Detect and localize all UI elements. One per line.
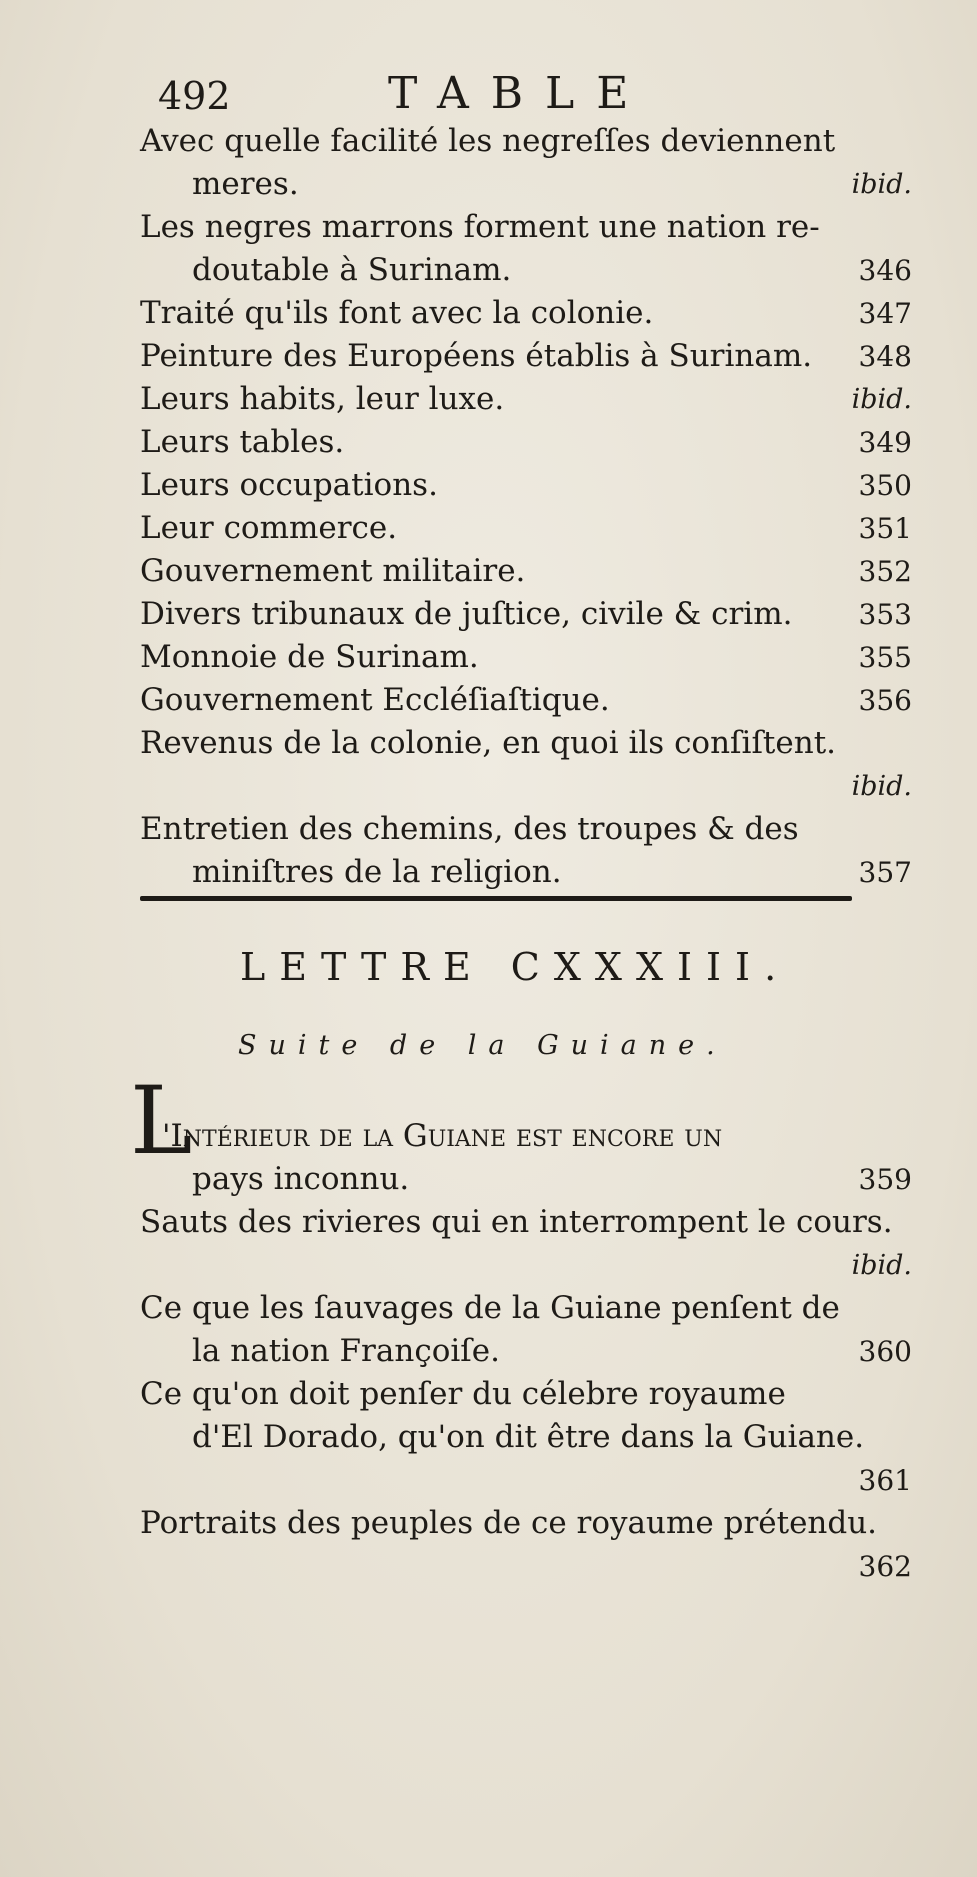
toc-entry-text: Entretien des chemins, des troupes & des	[140, 811, 799, 847]
toc-entry-line	[140, 507, 912, 550]
toc-entry	[140, 206, 912, 292]
toc-entry-page: 361	[858, 1464, 912, 1497]
toc-entry-line	[140, 1158, 912, 1201]
toc-entry	[140, 679, 912, 722]
toc-entry-text: Gouvernement militaire.	[140, 553, 526, 589]
toc-entry-line	[140, 1502, 912, 1545]
toc-entry-text: Leurs occupations.	[140, 467, 438, 503]
toc-entry-text: meres.	[192, 166, 299, 202]
toc-entry	[140, 335, 912, 378]
toc-entry-text: miniſtres de la religion.	[192, 854, 562, 890]
toc-entry-text: Gouvernement Eccléſiaſtique.	[140, 682, 610, 718]
toc-entry-text: Revenus de la colonie, en quoi ils conſiſtent.	[140, 725, 837, 761]
toc-entry-line	[140, 421, 912, 464]
toc-entry-line	[140, 1545, 912, 1588]
toc-entry-line	[140, 1244, 912, 1287]
toc-entry-page: ibid.	[851, 384, 912, 415]
toc-entry-page: ibid.	[851, 1250, 912, 1281]
toc-entry-line	[140, 851, 912, 894]
toc-entry	[140, 636, 912, 679]
toc-entry-page: 360	[858, 1335, 912, 1368]
toc-entry-page: 359	[858, 1163, 912, 1196]
toc-entry-text: d'El Dorado, qu'on dit être dans la Guiane.	[192, 1419, 865, 1455]
toc-entry-text: Traité qu'ils font avec la colonie.	[140, 295, 654, 331]
toc-entry-page: 346	[858, 254, 912, 287]
letter-heading: LETTRE CXXXIII.	[240, 945, 791, 989]
toc-entry-page: 356	[858, 684, 912, 717]
toc-entry-page: 351	[858, 512, 912, 545]
toc-entry	[140, 550, 912, 593]
toc-entry-line	[140, 120, 912, 163]
section-divider-rule	[140, 896, 852, 901]
toc-entry-page: 349	[858, 426, 912, 459]
toc-entry-text: Leur commerce.	[140, 510, 398, 546]
toc-entry-line	[140, 679, 912, 722]
toc-entry-text: Leurs habits, leur luxe.	[140, 381, 505, 417]
toc-entry-line	[140, 464, 912, 507]
toc-entry-page: 362	[858, 1550, 912, 1583]
toc-entry	[140, 1287, 912, 1373]
toc-entry-line	[140, 808, 912, 851]
toc-entry-page: 355	[858, 641, 912, 674]
toc-entry	[140, 808, 912, 894]
toc-entry-text: 'Intérieur de la Guiane eſt encore un	[162, 1118, 723, 1154]
toc-entry-line	[140, 163, 912, 206]
toc-entry	[140, 507, 912, 550]
toc-entry	[140, 464, 912, 507]
running-title: TABLE	[388, 68, 651, 119]
toc-entry-text: Ce qu'on doit penſer du célebre royaume	[140, 1376, 786, 1412]
toc-entry-text: Monnoie de Surinam.	[140, 639, 479, 675]
toc-entry-text: pays inconnu.	[192, 1161, 410, 1197]
toc-entry-text: Peinture des Européens établis à Surinam.	[140, 338, 813, 374]
toc-entry-line	[140, 249, 912, 292]
drop-cap: L	[130, 1067, 193, 1176]
toc-entry-line	[140, 722, 912, 765]
toc-entry-page: 357	[858, 856, 912, 889]
toc-entry-page: 350	[858, 469, 912, 502]
toc-entry-line	[140, 292, 912, 335]
letter-subheading: Suite de la Guiane.	[238, 1030, 727, 1061]
toc-entry-text: Leurs tables.	[140, 424, 345, 460]
toc-entry-line	[140, 378, 912, 421]
toc-entry	[140, 1201, 912, 1287]
toc-entry-line	[140, 335, 912, 378]
toc-entry-line	[140, 1373, 912, 1416]
table-of-contents-section-2	[140, 1115, 912, 1588]
toc-entry-text: doutable à Surinam.	[192, 252, 512, 288]
toc-entry	[140, 1115, 912, 1201]
toc-entry-page: 352	[858, 555, 912, 588]
toc-entry-line	[140, 636, 912, 679]
toc-entry-page: ibid.	[851, 169, 912, 200]
toc-entry-text: Sauts des rivieres qui en interrompent le cours.	[140, 1204, 893, 1240]
toc-entry-page: ibid.	[851, 771, 912, 802]
toc-entry	[140, 120, 912, 206]
toc-entry-text: Les negres marrons forment une nation re-	[140, 209, 820, 245]
toc-entry	[140, 722, 912, 808]
toc-entry-text: Portraits des peuples de ce royaume prétendu.	[140, 1505, 878, 1541]
toc-entry	[140, 378, 912, 421]
toc-entry-line	[140, 1287, 912, 1330]
toc-entry-text: Divers tribunaux de juſtice, civile & crim.	[140, 596, 793, 632]
toc-entry	[140, 292, 912, 335]
toc-entry-line	[140, 593, 912, 636]
toc-entry-line	[140, 1201, 912, 1244]
toc-entry-text: Avec quelle facilité les negreſſes deviennent	[140, 123, 836, 159]
toc-entry-line	[140, 765, 912, 808]
toc-entry-text: Ce que les ſauvages de la Guiane penſent de	[140, 1290, 840, 1326]
toc-entry-text: la nation Françoiſe.	[192, 1333, 500, 1369]
page-header	[158, 68, 918, 128]
page-number: 492	[158, 74, 231, 118]
toc-entry	[140, 593, 912, 636]
toc-entry-line	[140, 1115, 912, 1158]
toc-entry-page: 347	[858, 297, 912, 330]
toc-entry-line	[140, 1330, 912, 1373]
toc-entry-line	[140, 206, 912, 249]
toc-entry	[140, 1373, 912, 1502]
toc-entry	[140, 421, 912, 464]
toc-entry-line	[140, 1416, 912, 1459]
toc-entry-line	[140, 1459, 912, 1502]
toc-entry	[140, 1502, 912, 1588]
toc-entry-line	[140, 550, 912, 593]
table-of-contents-section-1	[140, 120, 912, 894]
toc-entry-page: 348	[858, 340, 912, 373]
toc-entry-page: 353	[858, 598, 912, 631]
